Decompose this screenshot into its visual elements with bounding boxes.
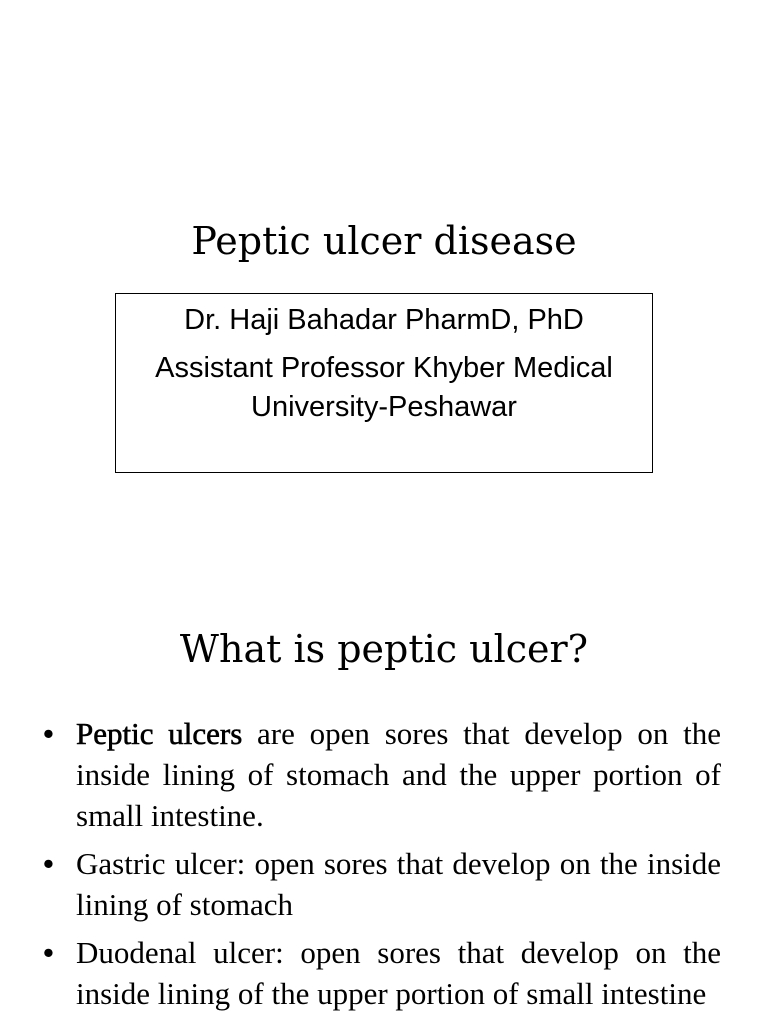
bullet-marker: • [43,716,54,751]
slide-title: What is peptic ulcer? [179,627,589,671]
presentation-title: Peptic ulcer disease [191,219,577,263]
bullet-term: Peptic ulcers [76,716,243,751]
bullet-item [43,843,721,925]
author-affiliation: Assistant Professor Khyber Medical University-Peshawar [155,352,613,423]
bullet-text: Duodenal ulcer: open sores that develop on the inside lining of the upper portion of small intestine [76,935,721,1011]
bullet-list [43,713,721,1021]
bullet-item [43,713,721,836]
bullet-text: Gastric ulcer: open sores that develop on the inside lining of stomach [76,846,721,922]
definition-slide [0,512,768,1024]
bullet-marker: • [43,846,54,881]
bullet-marker: • [43,935,54,970]
author-box [115,293,653,473]
author-name: Dr. Haji Bahadar PharmD, PhD [184,304,584,336]
bullet-text: are open sores that develop on the inside lining of stomach and the upper portion of small intestine. [76,716,721,833]
bullet-item [43,932,721,1014]
